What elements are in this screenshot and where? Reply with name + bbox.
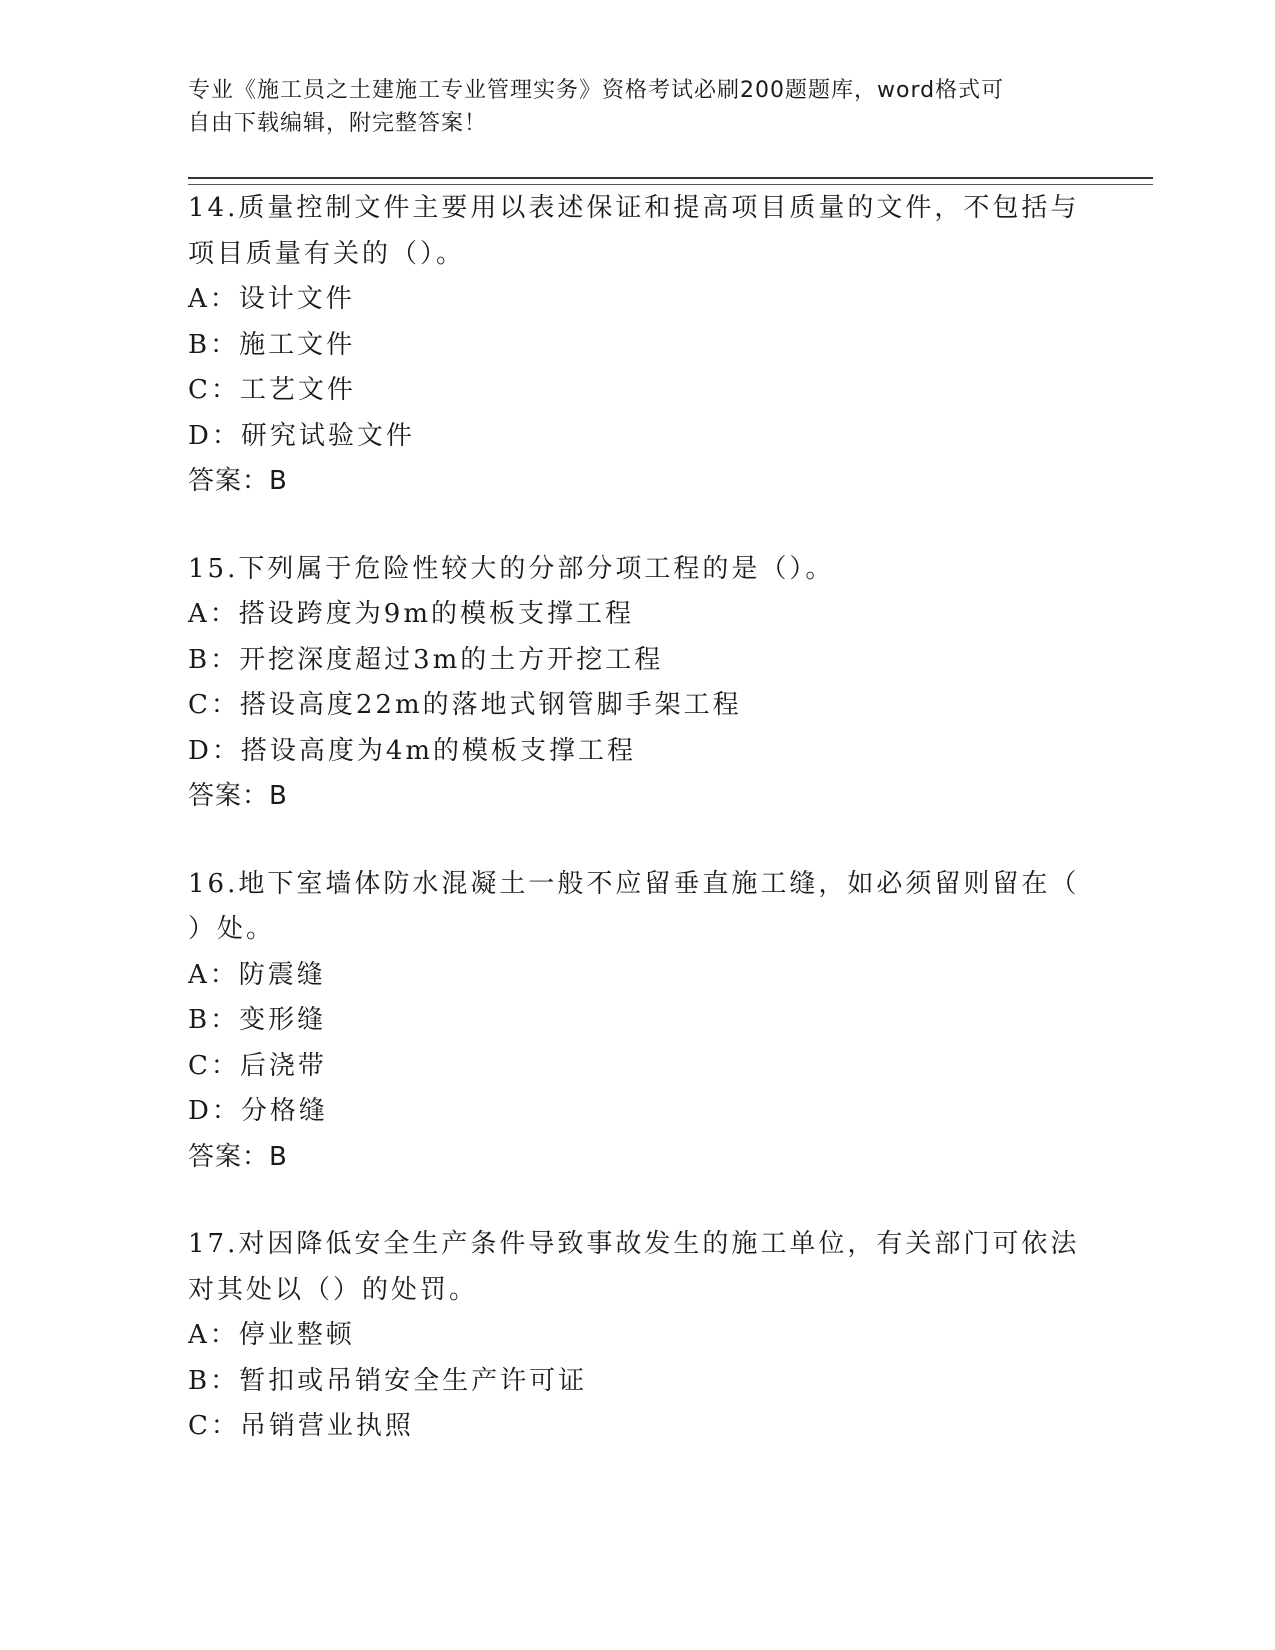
question-16 bbox=[188, 862, 1088, 1181]
header-divider-thin bbox=[188, 184, 1153, 185]
option-a: A：设计文件 bbox=[188, 284, 355, 314]
question-15 bbox=[188, 547, 1088, 820]
answer: 答案：B bbox=[188, 466, 288, 496]
option-b: B：施工文件 bbox=[188, 329, 356, 360]
option-d: D：分格缝 bbox=[188, 1096, 328, 1126]
option-a: A：防震缝 bbox=[188, 959, 326, 990]
header-divider-thick bbox=[188, 177, 1153, 179]
option-b: B：开挖深度超过3m的土方开挖工程 bbox=[188, 644, 664, 675]
question-stem-line: 14.质量控制文件主要用以表述保证和提高项目质量的文件，不包括与 bbox=[188, 193, 1080, 223]
question-stem-line: 对其处以（）的处罚。 bbox=[188, 1274, 479, 1305]
option-d: D：搭设高度为4m的模板支撑工程 bbox=[188, 735, 637, 766]
question-stem-line: ）处。 bbox=[188, 914, 276, 944]
question-17 bbox=[188, 1222, 1088, 1450]
question-stem-line: 15.下列属于危险性较大的分部分项工程的是（）。 bbox=[188, 553, 835, 584]
answer: 答案：B bbox=[188, 1141, 288, 1172]
question-list bbox=[188, 186, 1088, 1450]
question-stem-line: 项目质量有关的（）。 bbox=[188, 238, 466, 269]
option-a: A：搭设跨度为9m的模板支撑工程 bbox=[188, 599, 634, 629]
option-d: D：研究试验文件 bbox=[188, 420, 415, 451]
question-stem-line: 17.对因降低安全生产条件导致事故发生的施工单位，有关部门可依法 bbox=[188, 1229, 1080, 1259]
document-header bbox=[188, 74, 1068, 140]
option-b: B：暂扣或吊销安全生产许可证 bbox=[188, 1365, 588, 1396]
option-c: C：工艺文件 bbox=[188, 375, 356, 405]
question-14 bbox=[188, 186, 1088, 505]
option-c: C：后浇带 bbox=[188, 1050, 327, 1081]
header-line-1: 专业《施工员之土建施工专业管理实务》资格考试必刷200题题库，word格式可 bbox=[188, 78, 1005, 103]
option-c: C：搭设高度22m的落地式钢管脚手架工程 bbox=[188, 690, 742, 720]
option-c: C：吊销营业执照 bbox=[188, 1411, 414, 1441]
option-a: A：停业整顿 bbox=[188, 1320, 355, 1350]
answer: 答案：B bbox=[188, 781, 288, 811]
header-line-2: 自由下载编辑，附完整答案！ bbox=[188, 111, 488, 136]
option-b: B：变形缝 bbox=[188, 1005, 327, 1035]
question-stem-line: 16.地下室墙体防水混凝土一般不应留垂直施工缝，如必须留则留在（ bbox=[188, 868, 1080, 899]
